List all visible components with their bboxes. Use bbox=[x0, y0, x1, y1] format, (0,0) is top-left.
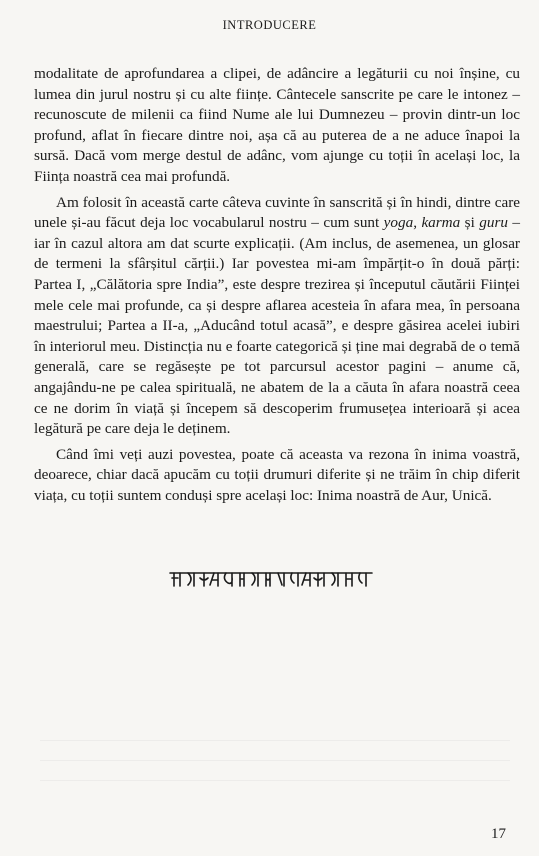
paragraph-text: Am folosit în această carte câteva cuvinte în sanscrită și în hindi, dintre care unele și-au făcut deja loc vocabularul nostru – cum sunt bbox=[34, 193, 520, 232]
paragraph-1 bbox=[34, 64, 520, 188]
paragraph-text: modalitate de aprofundarea a clipei, de adâncire a legăturii cu noi înșine, cu lumea din jurul nostru și cu alte ființe. Cântecele sanscrite pe care le intonez – recunoscute de milenii ca fiind Nume ale lui Dumnezeu – provin dintr-un loc profund, aflat în fiecare dintre noi, așa că au puterea de a ne aduce înapoi la sursă. Dacă vom merge destul de adânc, vom ajunge cu toții în același loc, la Ființa noastră cea mai profundă. bbox=[34, 65, 520, 185]
paragraph-2 bbox=[34, 193, 520, 440]
running-head: INTRODUCERE bbox=[222, 18, 317, 32]
page-number: 17 bbox=[491, 826, 506, 842]
paragraph-text: Când îmi veți auzi povestea, poate că aceasta va rezona în inima voastră, deoarece, chiar dacă apucăm cu toții drumuri diferite și ne trăim în chip diferit viața, cu toții suntem conduși spre același loc: Inima noastră de Aur, Unică. bbox=[34, 445, 520, 504]
show-through-shadow bbox=[40, 740, 510, 800]
paragraph-text: – iar în cazul altora am dat scurte explicații. (Am inclus, de asemenea, un glosar de termeni la sfârșitul cărții.) Iar povestea mi-am împărțit-o în două părți: Partea I, „Călătoria spre India”, este despre trezirea și începutul căutării Ființei mele cele mai profunde, ca și despre aflarea acesteia în afara mea, în persoana maestrului; Partea a II-a, „Aducând totul acasă”, e despre găsirea acelei iubiri în interiorul meu. Distincția nu e foarte categorică și ține mai degrabă de o temă generală, care se regăsește pe tot parcursul acestor pagini – anume că, angajându-ne pe calea spirituală, ne abatem de la a căuta în afara noastră ceea ce ne dorim în viață și începem să descoperim frumusețea interioară și acea legătură pe care deja le deținem. bbox=[34, 214, 520, 438]
paragraph-3 bbox=[34, 445, 520, 507]
paragraph-text: , bbox=[413, 214, 422, 232]
term-guru: guru bbox=[479, 214, 508, 232]
body-text bbox=[34, 64, 520, 506]
devanagari-script-ornament-icon bbox=[166, 566, 376, 592]
paragraph-text: și bbox=[460, 214, 480, 232]
term-yoga: yoga bbox=[383, 214, 414, 232]
term-karma: karma bbox=[421, 214, 461, 232]
